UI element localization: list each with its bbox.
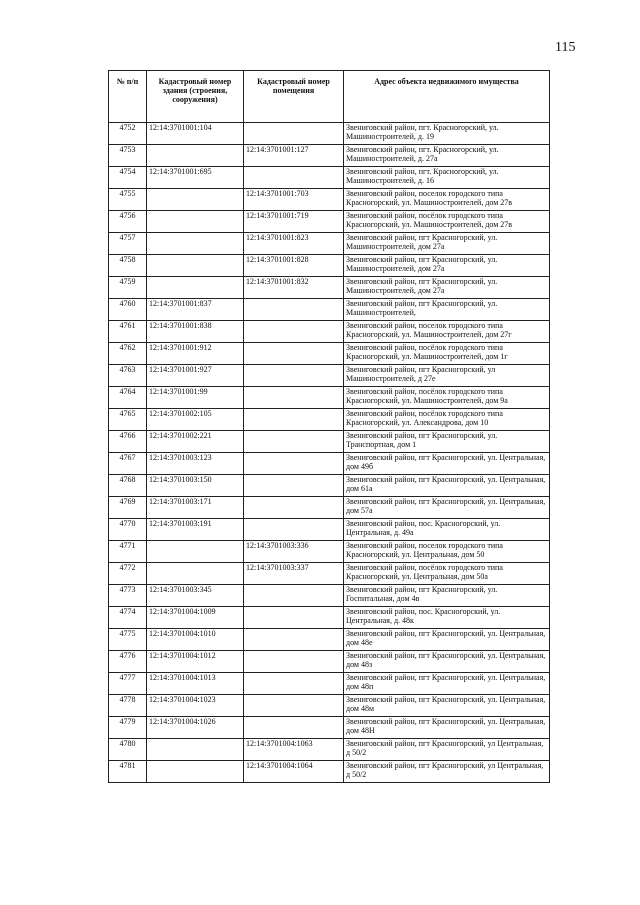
row-number-cell: 4753 bbox=[109, 145, 147, 167]
address-cell: Звениговский район, пгт Красногорский, ул. Центральная, дом 49б bbox=[344, 453, 550, 475]
premises-cadastral-cell: 12:14:3701001:832 bbox=[244, 277, 344, 299]
building-cadastral-cell bbox=[147, 211, 244, 233]
address-cell: Звениговский район, пгт Красногорский, ул. Транспортная, дом 1 bbox=[344, 431, 550, 453]
premises-cadastral-cell bbox=[244, 585, 344, 607]
premises-cadastral-cell: 12:14:3701003:336 bbox=[244, 541, 344, 563]
row-number-cell: 4776 bbox=[109, 651, 147, 673]
premises-cadastral-cell: 12:14:3701001:828 bbox=[244, 255, 344, 277]
building-cadastral-cell: 12:14:3701001:104 bbox=[147, 123, 244, 145]
building-cadastral-cell: 12:14:3701004:1012 bbox=[147, 651, 244, 673]
row-number-cell: 4768 bbox=[109, 475, 147, 497]
address-cell: Звениговский район, пгт Красногорский, ул. Госпитальная, дом 4в bbox=[344, 585, 550, 607]
building-cadastral-cell bbox=[147, 277, 244, 299]
table-row bbox=[109, 431, 550, 453]
table-row bbox=[109, 123, 550, 145]
building-cadastral-cell: 12:14:3701004:1023 bbox=[147, 695, 244, 717]
row-number-cell: 4767 bbox=[109, 453, 147, 475]
table-row bbox=[109, 761, 550, 783]
premises-cadastral-cell bbox=[244, 607, 344, 629]
building-cadastral-cell bbox=[147, 739, 244, 761]
row-number-cell: 4765 bbox=[109, 409, 147, 431]
row-number-cell: 4774 bbox=[109, 607, 147, 629]
table-row bbox=[109, 497, 550, 519]
address-cell: Звениговский район, поселок городского типа Красногорский, ул. Машиностроителей, дом 27г bbox=[344, 321, 550, 343]
building-cadastral-cell: 12:14:3701004:1026 bbox=[147, 717, 244, 739]
premises-cadastral-cell: 12:14:3701003:337 bbox=[244, 563, 344, 585]
premises-cadastral-cell bbox=[244, 629, 344, 651]
row-number-cell: 4759 bbox=[109, 277, 147, 299]
table-row bbox=[109, 607, 550, 629]
premises-cadastral-cell bbox=[244, 475, 344, 497]
address-cell: Звениговский район, пгт Красногорский, ул. Центральная, дом 57а bbox=[344, 497, 550, 519]
building-cadastral-cell: 12:14:3701001:99 bbox=[147, 387, 244, 409]
row-number-cell: 4760 bbox=[109, 299, 147, 321]
address-cell: Звениговский район, пгт Красногорский, ул. Машиностроителей, дом 27а bbox=[344, 277, 550, 299]
table-row bbox=[109, 475, 550, 497]
building-cadastral-cell: 12:14:3701003:191 bbox=[147, 519, 244, 541]
header-number: № п/п bbox=[109, 71, 147, 123]
address-cell: Звениговский район, пгт Красногорский, ул Машиностроителей, д 27е bbox=[344, 365, 550, 387]
premises-cadastral-cell: 12:14:3701001:703 bbox=[244, 189, 344, 211]
building-cadastral-cell: 12:14:3701004:1009 bbox=[147, 607, 244, 629]
premises-cadastral-cell: 12:14:3701004:1063 bbox=[244, 739, 344, 761]
row-number-cell: 4755 bbox=[109, 189, 147, 211]
premises-cadastral-cell bbox=[244, 409, 344, 431]
row-number-cell: 4754 bbox=[109, 167, 147, 189]
building-cadastral-cell: 12:14:3701001:695 bbox=[147, 167, 244, 189]
table-row bbox=[109, 277, 550, 299]
row-number-cell: 4770 bbox=[109, 519, 147, 541]
table-row bbox=[109, 233, 550, 255]
table-row bbox=[109, 541, 550, 563]
row-number-cell: 4781 bbox=[109, 761, 147, 783]
table-row bbox=[109, 695, 550, 717]
address-cell: Звениговский район, пгт. Красногорский, ул. Машиностроителей, д. 19 bbox=[344, 123, 550, 145]
table-row bbox=[109, 453, 550, 475]
row-number-cell: 4779 bbox=[109, 717, 147, 739]
address-cell: Звениговский район, пгт Красногорский, ул. Центральная, дом 48Н bbox=[344, 717, 550, 739]
address-cell: Звениговский район, пгт Красногорский, ул. Машиностроителей, дом 27а bbox=[344, 233, 550, 255]
table-row bbox=[109, 299, 550, 321]
table-row bbox=[109, 585, 550, 607]
premises-cadastral-cell: 12:14:3701004:1064 bbox=[244, 761, 344, 783]
address-cell: Звениговский район, пгт Красногорский, ул Центральная, д 50/2 bbox=[344, 761, 550, 783]
premises-cadastral-cell bbox=[244, 387, 344, 409]
row-number-cell: 4757 bbox=[109, 233, 147, 255]
row-number-cell: 4769 bbox=[109, 497, 147, 519]
address-cell: Звениговский район, посёлок городского типа Красногорский, ул. Машиностроителей, дом 1г bbox=[344, 343, 550, 365]
address-cell: Звениговский район, пгт Красногорский, ул. Центральная, дом 61а bbox=[344, 475, 550, 497]
header-address: Адрес объекта недвижимого имущества bbox=[344, 71, 550, 123]
table-row bbox=[109, 519, 550, 541]
premises-cadastral-cell bbox=[244, 453, 344, 475]
premises-cadastral-cell: 12:14:3701001:823 bbox=[244, 233, 344, 255]
row-number-cell: 4771 bbox=[109, 541, 147, 563]
property-registry-table bbox=[108, 70, 550, 783]
table-row bbox=[109, 343, 550, 365]
premises-cadastral-cell bbox=[244, 431, 344, 453]
table-row bbox=[109, 717, 550, 739]
address-cell: Звениговский район, пгт. Красногорский, ул. Машиностроителей, д. 16 bbox=[344, 167, 550, 189]
address-cell: Звениговский район, пгт Красногорский, ул. Центральная, дом 48м bbox=[344, 695, 550, 717]
table-row bbox=[109, 365, 550, 387]
row-number-cell: 4777 bbox=[109, 673, 147, 695]
row-number-cell: 4778 bbox=[109, 695, 147, 717]
building-cadastral-cell: 12:14:3701001:912 bbox=[147, 343, 244, 365]
building-cadastral-cell: 12:14:3701003:123 bbox=[147, 453, 244, 475]
header-building-cadastral: Кадастровый номер здания (строения, сооружения) bbox=[147, 71, 244, 123]
address-cell: Звениговский район, посёлок городского типа Красногорский, ул. Машиностроителей, дом 27в bbox=[344, 211, 550, 233]
building-cadastral-cell: 12:14:3701004:1010 bbox=[147, 629, 244, 651]
address-cell: Звениговский район, поселок городского типа Красногорский, ул. Центральная, дом 50 bbox=[344, 541, 550, 563]
premises-cadastral-cell: 12:14:3701001:127 bbox=[244, 145, 344, 167]
building-cadastral-cell bbox=[147, 541, 244, 563]
building-cadastral-cell bbox=[147, 761, 244, 783]
address-cell: Звениговский район, пгт Красногорский, ул. Машиностроителей, bbox=[344, 299, 550, 321]
row-number-cell: 4763 bbox=[109, 365, 147, 387]
building-cadastral-cell: 12:14:3701003:150 bbox=[147, 475, 244, 497]
row-number-cell: 4780 bbox=[109, 739, 147, 761]
address-cell: Звениговский район, пгт Красногорский, ул. Центральная, дом 48е bbox=[344, 629, 550, 651]
table-row bbox=[109, 563, 550, 585]
building-cadastral-cell: 12:14:3701001:927 bbox=[147, 365, 244, 387]
table-row bbox=[109, 387, 550, 409]
address-cell: Звениговский район, пгт. Красногорский, ул. Машиностроителей, д. 27а bbox=[344, 145, 550, 167]
premises-cadastral-cell bbox=[244, 519, 344, 541]
building-cadastral-cell bbox=[147, 189, 244, 211]
row-number-cell: 4773 bbox=[109, 585, 147, 607]
premises-cadastral-cell bbox=[244, 497, 344, 519]
address-cell: Звениговский район, посёлок городского типа Красногорский, ул. Центральная, дом 50а bbox=[344, 563, 550, 585]
premises-cadastral-cell bbox=[244, 299, 344, 321]
row-number-cell: 4764 bbox=[109, 387, 147, 409]
row-number-cell: 4772 bbox=[109, 563, 147, 585]
table-header-row bbox=[109, 71, 550, 123]
premises-cadastral-cell bbox=[244, 695, 344, 717]
table-row bbox=[109, 651, 550, 673]
address-cell: Звениговский район, поселок городского типа Красногорский, ул. Машиностроителей, дом 27в bbox=[344, 189, 550, 211]
premises-cadastral-cell: 12:14:3701001:719 bbox=[244, 211, 344, 233]
table-row bbox=[109, 255, 550, 277]
table-row bbox=[109, 167, 550, 189]
premises-cadastral-cell bbox=[244, 365, 344, 387]
premises-cadastral-cell bbox=[244, 167, 344, 189]
building-cadastral-cell bbox=[147, 233, 244, 255]
address-cell: Звениговский район, посёлок городского типа Красногорский, ул. Машиностроителей, дом 9а bbox=[344, 387, 550, 409]
row-number-cell: 4758 bbox=[109, 255, 147, 277]
premises-cadastral-cell bbox=[244, 123, 344, 145]
building-cadastral-cell bbox=[147, 255, 244, 277]
table-row bbox=[109, 189, 550, 211]
table-row bbox=[109, 739, 550, 761]
address-cell: Звениговский район, пгт Красногорский, ул Центральная, д 50/2 bbox=[344, 739, 550, 761]
building-cadastral-cell bbox=[147, 145, 244, 167]
premises-cadastral-cell bbox=[244, 717, 344, 739]
building-cadastral-cell: 12:14:3701003:171 bbox=[147, 497, 244, 519]
address-cell: Звениговский район, пгт Красногорский, ул. Центральная, дом 48з bbox=[344, 651, 550, 673]
address-cell: Звениговский район, пос. Красногорский, ул. Центральная, д. 49а bbox=[344, 519, 550, 541]
address-cell: Звениговский район, пос. Красногорский, ул. Центральная, д. 48к bbox=[344, 607, 550, 629]
table-row bbox=[109, 145, 550, 167]
table-row bbox=[109, 673, 550, 695]
table-row bbox=[109, 321, 550, 343]
row-number-cell: 4752 bbox=[109, 123, 147, 145]
row-number-cell: 4762 bbox=[109, 343, 147, 365]
building-cadastral-cell: 12:14:3701004:1013 bbox=[147, 673, 244, 695]
table-row bbox=[109, 409, 550, 431]
building-cadastral-cell: 12:14:3701001:838 bbox=[147, 321, 244, 343]
building-cadastral-cell: 12:14:3701003:345 bbox=[147, 585, 244, 607]
building-cadastral-cell bbox=[147, 563, 244, 585]
building-cadastral-cell: 12:14:3701001:837 bbox=[147, 299, 244, 321]
premises-cadastral-cell bbox=[244, 343, 344, 365]
building-cadastral-cell: 12:14:3701002:221 bbox=[147, 431, 244, 453]
header-premises-cadastral: Кадастровый номер помещения bbox=[244, 71, 344, 123]
row-number-cell: 4775 bbox=[109, 629, 147, 651]
row-number-cell: 4766 bbox=[109, 431, 147, 453]
premises-cadastral-cell bbox=[244, 673, 344, 695]
table-row bbox=[109, 211, 550, 233]
table-row bbox=[109, 629, 550, 651]
row-number-cell: 4761 bbox=[109, 321, 147, 343]
premises-cadastral-cell bbox=[244, 651, 344, 673]
premises-cadastral-cell bbox=[244, 321, 344, 343]
building-cadastral-cell: 12:14:3701002:105 bbox=[147, 409, 244, 431]
address-cell: Звениговский район, посёлок городского типа Красногорский, ул. Александрова, дом 10 bbox=[344, 409, 550, 431]
row-number-cell: 4756 bbox=[109, 211, 147, 233]
page-number: 115 bbox=[555, 40, 576, 55]
address-cell: Звениговский район, пгт Красногорский, ул. Машиностроителей, дом 27а bbox=[344, 255, 550, 277]
address-cell: Звениговский район, пгт Красногорский, ул. Центральная, дом 48п bbox=[344, 673, 550, 695]
